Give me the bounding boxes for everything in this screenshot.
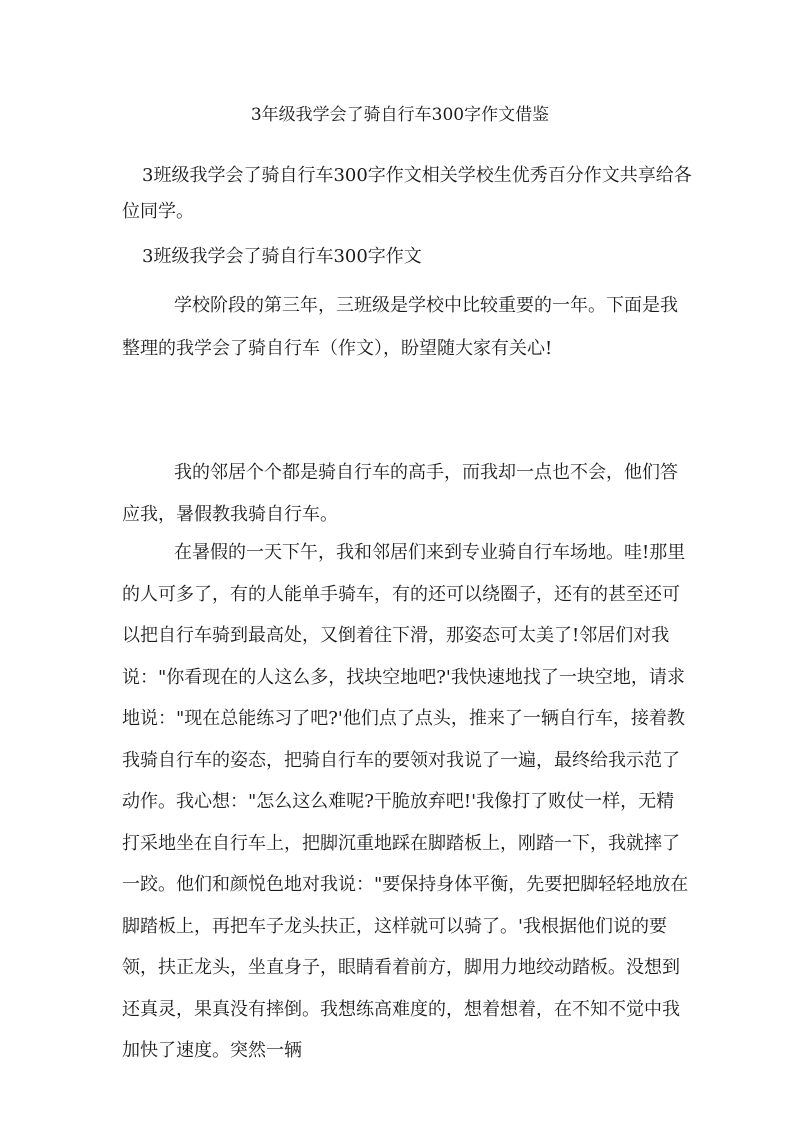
- intro-paragraph: 3班级我学会了骑自行车300字作文相关学校生优秀百分作文共享给各位同学。: [122, 165, 692, 222]
- document-title: 3年级我学会了骑自行车300字作文借鉴: [250, 105, 550, 125]
- body-paragraph: 我的邻居个个都是骑自行车的高手，而我却一点也不会，他们答应我，暑假教我骑自行车。: [122, 462, 678, 525]
- essay-subtitle: 3班级我学会了骑自行车300字作文: [142, 246, 422, 267]
- lead-paragraph: 学校阶段的第三年，三班级是学校中比较重要的一年。下面是我整理的我学会了骑自行车（作文），盼望随大家有关心!: [122, 295, 678, 359]
- body-paragraph: 在暑假的一天下午，我和邻居们来到专业骑自行车场地。哇!那里的人可多了，有的人能单手骑车，有的还可以绕圈子，还有的甚至还可以把自行车骑到最高处，又倒着往下滑，那姿态可太美了!邻居们对我说："你看现在的人这么多，找块空地吧?'我快速地找了一块空地，请求地说："现在总能练习了吧?'他们点了点头，推来了一辆自行车，接着教我骑自行车的姿态，把骑自行车的要领对我说了一遍，最终给我示范了动作。我心想："怎么这么难呢?干脆放弃吧!'我像打了败仗一样，无精打采地坐在自行车上，把脚沉重地踩在脚踏板上，刚踏一下，我就摔了一跤。他们和颜悦色地对我说："要保持身体平衡，先要把脚轻轻地放在脚踏板上，再把车子龙头扶正，这样就可以骑了。'我根据他们说的要领，扶正龙头，坐直身子，眼睛看着前方，脚用力地绞动踏板。没想到还真灵，果真没有摔倒。我想练高难度的，想着想着，在不知不觉中我加快了速度。突然一辆: [122, 542, 689, 1061]
